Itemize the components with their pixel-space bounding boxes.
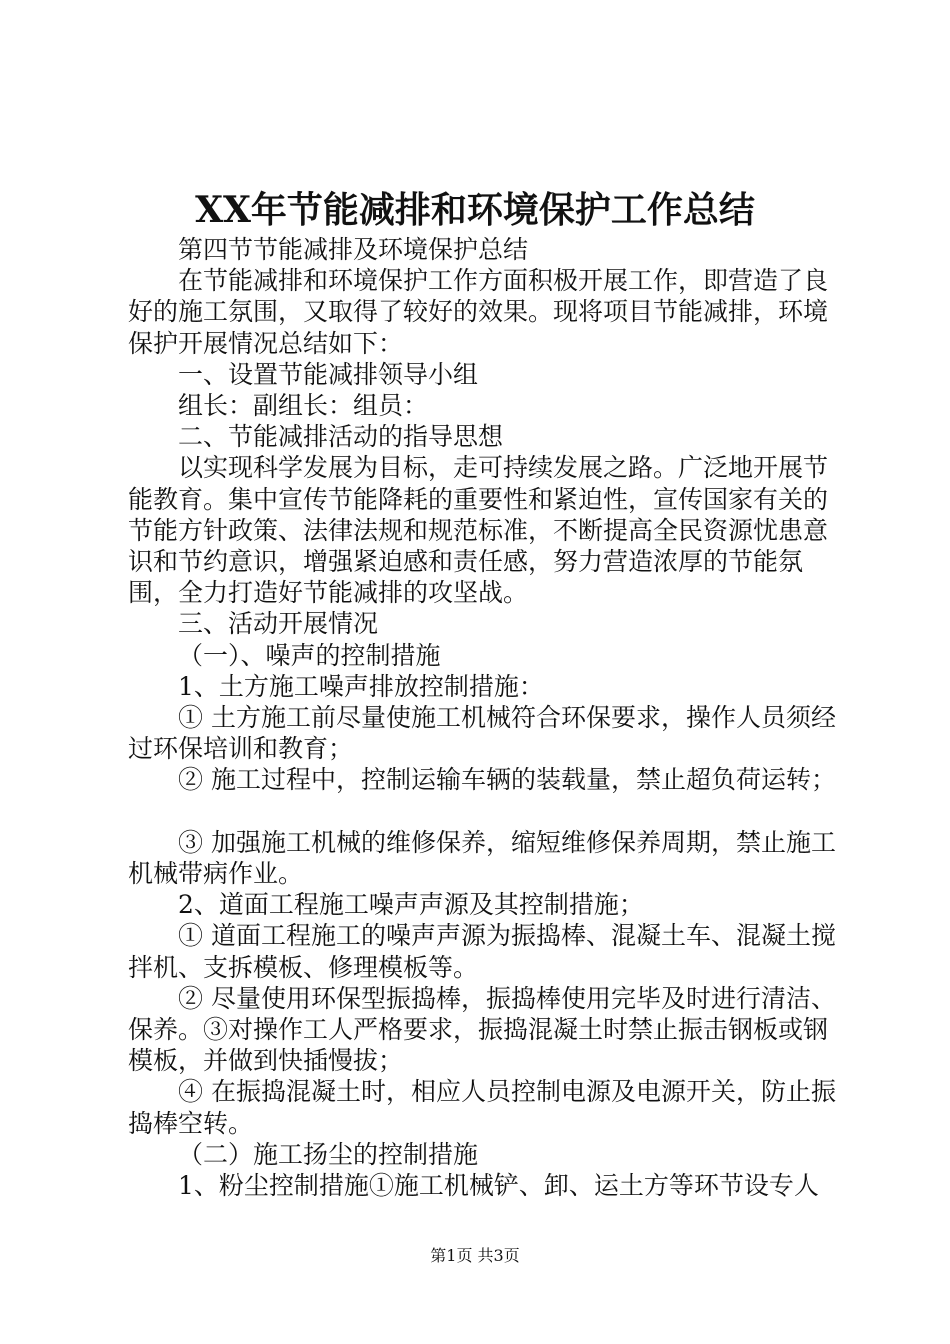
- paragraph: 组长：副组长：组员：: [178, 391, 429, 421]
- paragraph: 在节能减排和环境保护工作方面积极开展工作，即营造了良好的施工氛围，又取得了较好的效果。现将项目节能减排，环境保护开展情况总结如下：: [128, 266, 829, 358]
- paragraph: ② 尽量使用环保型振捣棒，振捣棒使用完毕及时进行清洁、保养。③对操作工人严格要求，振捣混凝土时禁止振击钢板或钢模板，并做到快插慢拔；: [128, 983, 836, 1076]
- paragraph: 二、节能减排活动的指导思想: [178, 422, 504, 452]
- paragraph: 1、粉尘控制措施①施工机械铲、卸、运土方等环节设专人: [178, 1171, 819, 1201]
- paragraph: （一）、噪声的控制措施: [178, 640, 441, 670]
- paragraph: （二）施工扬尘的控制措施: [178, 1139, 479, 1169]
- blank-line: [128, 796, 838, 827]
- paragraph: 2、道面工程施工噪声声源及其控制措施；: [178, 890, 644, 920]
- document-body: [128, 234, 838, 1201]
- paragraph: ② 施工过程中，控制运输车辆的装载量，禁止超负荷运转；: [178, 765, 836, 795]
- paragraph: ④ 在振捣混凝土时，相应人员控制电源及电源开关，防止振捣棒空转。: [128, 1077, 836, 1138]
- paragraph: ① 道面工程施工的噪声声源为振捣棒、混凝土车、混凝土搅拌机、支拆模板、修理模板等。: [128, 921, 836, 982]
- paragraph: ③ 加强施工机械的维修保养，缩短维修保养周期，禁止施工机械带病作业。: [128, 827, 836, 889]
- paragraph: 三、活动开展情况: [178, 609, 379, 639]
- paragraph: 以实现科学发展为目标，走可持续发展之路。广泛地开展节能教育。集中宣传节能降耗的重要性和紧迫性，宣传国家有关的节能方针政策、法律法规和规范标准，不断提高全民资源忧患意识和节约意识，增强紧迫感和责任感，努力营造浓厚的节能氛围，全力打造好节能减排的攻坚战。: [128, 453, 829, 608]
- page-footer: 第1页 共3页: [430, 1246, 520, 1265]
- paragraph: ① 土方施工前尽量使施工机械符合环保要求，操作人员须经过环保培训和教育；: [128, 703, 836, 764]
- document-title: XX年节能减排和环境保护工作总结: [195, 189, 755, 231]
- paragraph: 1、土方施工噪声排放控制措施：: [178, 671, 544, 701]
- paragraph: 第四节节能减排及环境保护总结: [178, 235, 529, 264]
- paragraph: 一、设置节能减排领导小组: [178, 359, 479, 389]
